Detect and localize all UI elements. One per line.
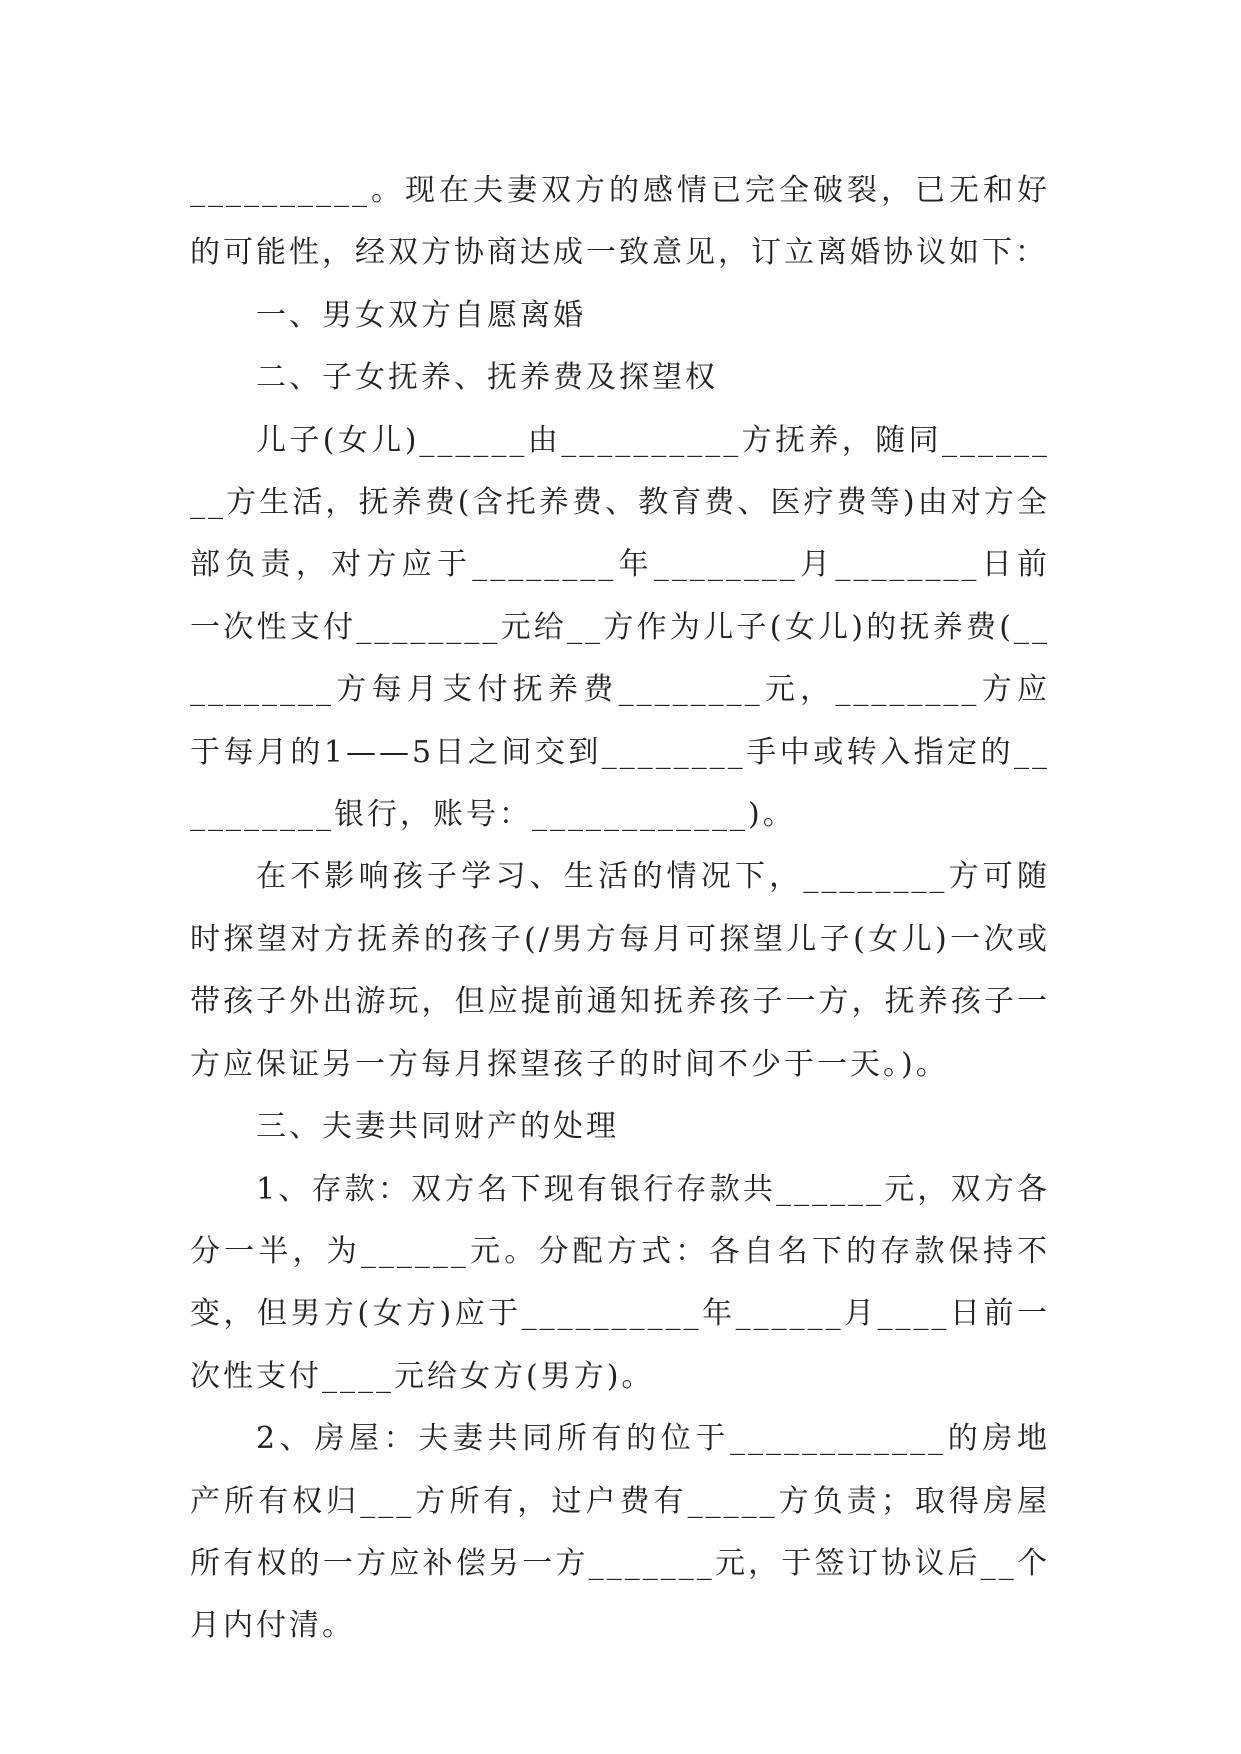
house-paragraph: 2、房屋：夫妻共同所有的位于____________的房地产所有权归___方所有，过户费有_____方负责；取得房屋所有权的一方应补偿另一方_______元，于签订协议后__个月内付清。 <box>190 1421 1050 1644</box>
savings-paragraph: 1、存款：双方名下现有银行存款共______元，双方各分一半，为______元。分配方式：各自名下的存款保持不变，但男方(女方)应于__________年______月____日前一次性支付____元给女方(男方)。 <box>190 1171 1050 1394</box>
child-custody-paragraph: 儿子(女儿)______由__________方抚养，随同________方生活，抚养费(含托养费、教育费、医疗费等)由对方全部负责，对方应于________年________月________日前一次性支付________元给__方作为儿子(女儿)的抚养费(__________方每月支付抚养费________元，________方应于每月的1——5日之间交到________手中或转入指定的__________银行，账号：____________)。 <box>190 422 1050 833</box>
clause-2-heading: 二、子女抚养、抚养费及探望权 <box>256 360 718 396</box>
clause-1-heading: 一、男女双方自愿离婚 <box>256 297 586 333</box>
clause-3-heading: 三、夫妻共同财产的处理 <box>256 1109 619 1145</box>
visitation-paragraph: 在不影响孩子学习、生活的情况下，________方可随时探望对方抚养的孩子(/男方每月可探望儿子(女儿)一次或带孩子外出游玩，但应提前通知抚养孩子一方，抚养孩子一方应保证另一方每月探望孩子的时间不少于一天。)。 <box>190 859 1050 1082</box>
intro-paragraph: __________。现在夫妻双方的感情已完全破裂，已无和好的可能性，经双方协商达成一致意见，订立离婚协议如下： <box>190 173 1050 271</box>
agreement-body <box>190 160 1050 1658</box>
